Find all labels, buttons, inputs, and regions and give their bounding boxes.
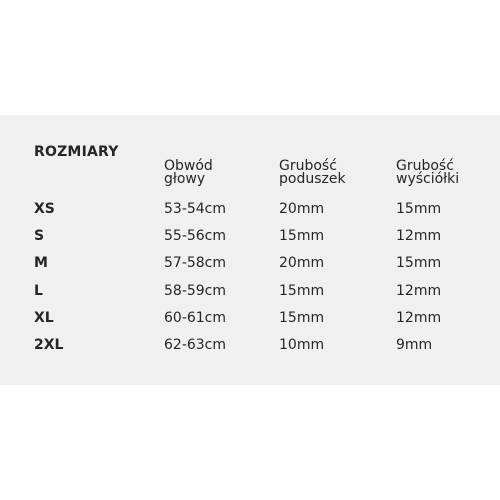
head-value: 57-58cm [164,255,227,271]
pads-value: 10mm [279,337,325,353]
table-title: ROZMIARY [34,144,119,160]
liner-value: 12mm [396,283,442,299]
size-label: S [34,228,45,244]
pads-value: 15mm [279,283,325,299]
pads-value: 15mm [279,228,325,244]
liner-value: 15mm [396,201,442,217]
liner-value: 12mm [396,228,442,244]
pads-value: 15mm [279,310,325,326]
liner-value: 9mm [396,337,433,353]
header-head-circumference: Obwód głowy [164,158,213,187]
pads-value: 20mm [279,201,325,217]
size-label: XS [34,201,55,217]
header-liner-thickness: Grubość wyściółki [396,158,460,187]
head-value: 60-61cm [164,310,227,326]
head-value: 53-54cm [164,201,227,217]
head-value: 62-63cm [164,337,227,353]
size-label: XL [34,310,54,326]
size-label: L [34,283,43,299]
header-pad-thickness: Grubość poduszek [279,158,346,187]
pads-value: 20mm [279,255,325,271]
liner-value: 15mm [396,255,442,271]
liner-value: 12mm [396,310,442,326]
head-value: 58-59cm [164,283,227,299]
size-label: 2XL [34,337,64,353]
head-value: 55-56cm [164,228,227,244]
size-chart [0,115,500,385]
size-label: M [34,255,48,271]
